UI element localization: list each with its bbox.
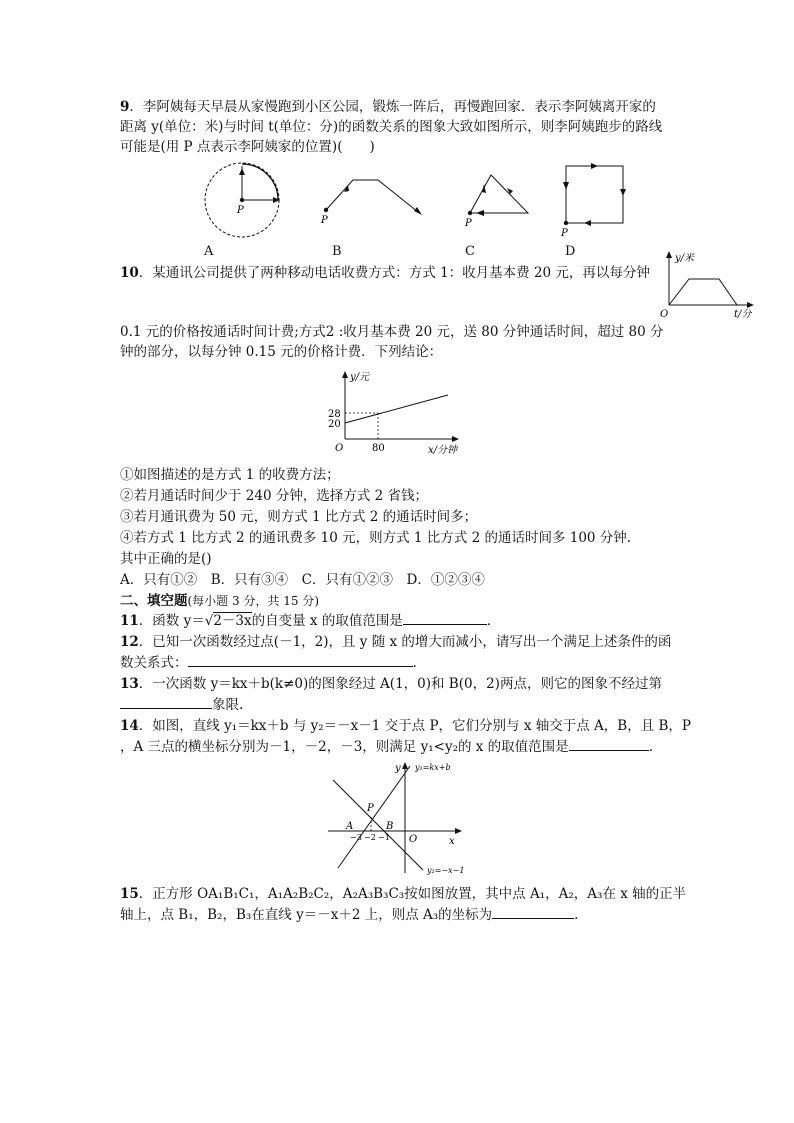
chart10-tick-28: 28 <box>328 409 341 420</box>
route-a-figure <box>200 160 290 242</box>
q12-number: 12 <box>120 634 139 650</box>
q11-answer-blank[interactable] <box>403 611 487 625</box>
q13-number: 13 <box>120 676 139 692</box>
point-p-label-a: P <box>237 205 244 216</box>
section2-title: 二、填空题 <box>120 593 188 609</box>
q15-line1: 15．正方形 OA₁B₁C₁，A₁A₂B₂C₂，A₂A₃B₃C₃按如图放置，其中点 A₁，A₂，A₃在 x 轴的正半 <box>120 886 687 902</box>
q14-answer-blank[interactable] <box>569 737 649 751</box>
point-p-label-c: P <box>465 218 472 228</box>
chart10-y-label: y/元 <box>350 372 370 383</box>
point-p-label: P <box>367 803 374 814</box>
option-b-label: B <box>332 244 342 259</box>
chart10-origin: O <box>335 443 344 454</box>
option-c-label: C <box>465 244 475 259</box>
tick-neg2: −2 <box>364 833 376 842</box>
route-d-figure <box>558 160 633 240</box>
chart10-x-label: x/分钟 <box>428 445 458 456</box>
q14-line1: 14．如图，直线 y₁＝kx＋b 与 y₂＝－x－1 交于点 P，它们分别与 x 轴交于点 A，B，且 B，P <box>120 718 692 734</box>
q13-line2: 象限. <box>120 695 676 715</box>
point-p-label-d: P <box>561 228 568 239</box>
route-c-figure <box>458 170 543 228</box>
q10-number: 10 <box>120 265 139 281</box>
q10-line2: 0.1 元的价格按通话时间计费;方式2 :收月基本费 20 元，送 80 分钟通话时间，超过 80 分 <box>120 324 664 340</box>
q12-answer-blank[interactable] <box>188 653 413 667</box>
q10-line1: 10．某通讯公司提供了两种移动电话收费方式：方式 1：收月基本费 20 元，再以每分钟 <box>120 265 650 281</box>
graph-origin-label: O <box>660 309 669 320</box>
q15-line2: 轴上，点 B₁，B₂，B₃在直线 y＝－x＋2 上，则点 A₃的坐标为 . <box>120 907 579 923</box>
sqrt-expression: 2－3x <box>213 613 252 629</box>
q9-line3: 可能是(用 P 点表示李阿姨家的位置)( ) <box>120 139 375 155</box>
q9-number: 9 <box>120 99 130 115</box>
point-a-label: A <box>346 821 354 832</box>
option-d-label: D <box>565 244 576 259</box>
q13-line1: 13．一次函数 y＝kx＋b(k≠0)的图象经过 A(1，0)和 B(0，2)两点，则它的图象不经过第 <box>120 676 662 692</box>
chart10-tick-80: 80 <box>372 443 385 454</box>
sqrt-icon: √ <box>204 613 214 629</box>
chart14-x-label: x <box>449 836 455 847</box>
option-a-label: A <box>204 244 214 259</box>
q9-line1: 9．李阿姨每天早晨从家慢跑到小区公园，锻炼一阵后，再慢跑回家．表示李阿姨离开家的 <box>120 99 656 115</box>
q12-line2: 数关系式： . <box>120 655 417 671</box>
graph-x-label: t/分 <box>734 309 752 320</box>
chart14-y-label: y <box>395 763 401 774</box>
point-p-label-b: P <box>321 215 328 225</box>
line2-label: y₂=−x−1 <box>427 866 465 875</box>
q11-line: 11．函数 y＝√2－3x的自变量 x 的取值范围是 ． <box>120 613 501 629</box>
line1-label: y₁=kx+b <box>415 763 451 772</box>
section2-heading <box>120 591 676 611</box>
tick-neg1: −1 <box>378 833 390 842</box>
graph-y-label: y/米 <box>675 253 695 264</box>
chart10-tick-20: 20 <box>328 419 341 430</box>
distance-time-graph <box>655 245 785 323</box>
q10-line3: 钟的部分，以每分钟 0.15 元的价格计费．下列结论： <box>120 344 443 360</box>
q10-statement-3: ③若月通讯费为 50 元，则方式 1 比方式 2 的通话时间多； <box>120 509 478 525</box>
q13-answer-blank[interactable] <box>120 695 212 709</box>
q14-line2: ，A 三点的横坐标分别为－1，－2，－3，则满足 y₁<y₂的 x 的取值范围是 . <box>120 739 653 755</box>
q12-line1: 12．已知一次函数经过点(－1，2)，且 y 随 x 的增大而减小，请写出一个满足上述条件的函 <box>120 634 672 650</box>
q14-number: 14 <box>120 718 139 734</box>
route-b-figure <box>318 170 428 225</box>
q9-line2: 距离 y(单位：米)与时间 t(单位：分)的函数关系的图象大致如图所示，则李阿姨跑步的路线 <box>120 119 663 135</box>
fee-chart <box>320 367 470 457</box>
q11-number: 11 <box>120 613 139 629</box>
q10-statement-4: ④若方式 1 比方式 2 的通讯费多 10 元，则方式 1 比方式 2 的通话时间多 100 分钟. <box>120 530 632 546</box>
lines-intersection-chart <box>323 758 483 878</box>
q10-ask: 其中正确的是() <box>120 551 212 567</box>
q10-statement-2: ②若月通话时间少于 240 分钟，选择方式 2 省钱； <box>120 488 429 504</box>
tick-neg3: −3 <box>350 833 362 842</box>
q10-choices: A．只有①② B．只有③④ C．只有①②③ D．①②③④ <box>120 572 485 588</box>
q15-number: 15 <box>120 886 139 902</box>
q10-statement-1: ①如图描述的是方式 1 的收费方法； <box>120 467 340 483</box>
section2-note: (每小题 3 分，共 15 分) <box>187 594 320 608</box>
point-b-label: B <box>386 821 394 832</box>
chart14-origin: O <box>409 834 418 845</box>
q15-answer-blank[interactable] <box>492 905 574 919</box>
